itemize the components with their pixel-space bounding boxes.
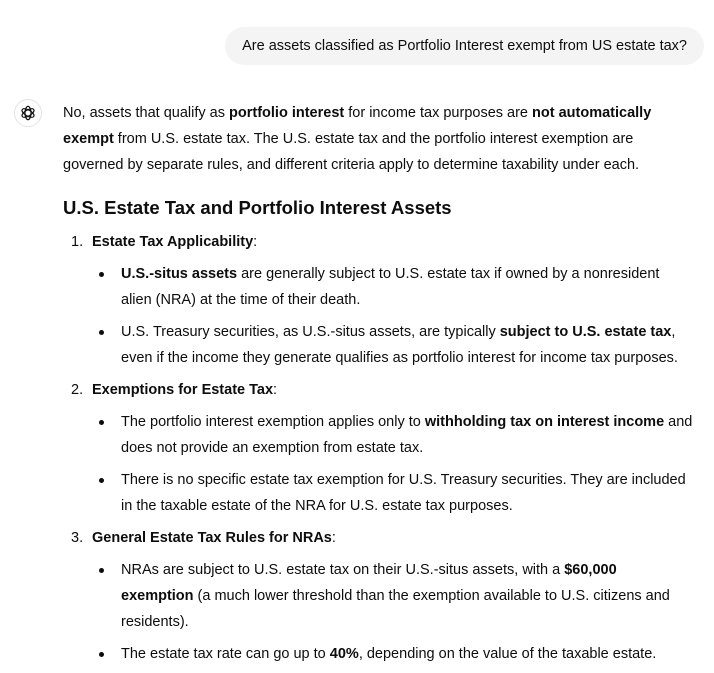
section-item (63, 229, 693, 371)
intro-text-2: for income tax purposes are (344, 105, 533, 121)
section-title (63, 525, 693, 551)
bullet-bold: withholding tax on interest income (424, 414, 665, 430)
bullet-text: and does not provide an exemption from estate tax. (121, 414, 693, 456)
section-colon: : (253, 234, 258, 250)
bullet-text: , even if the income they generate qualifies as portfolio interest for income tax purposes. (121, 324, 678, 366)
section-colon: : (273, 382, 278, 398)
section-title-text: General Estate Tax Rules for NRAs (92, 530, 332, 546)
bullet-list (63, 261, 693, 371)
user-message-text: Are assets classified as Portfolio Interest exempt from US estate tax? (242, 38, 687, 54)
bullet-text: NRAs are subject to U.S. estate tax on their U.S.-situs assets, with a (121, 562, 565, 578)
section-title (63, 229, 693, 255)
intro-bold-2: not automatically exempt (63, 105, 652, 147)
bullet-text: The estate tax rate can go up to (121, 646, 330, 662)
intro-text-1: No, assets that qualify as (63, 105, 230, 121)
section-number: 3. (71, 530, 84, 546)
section-number: 2. (71, 382, 84, 398)
assistant-avatar (14, 99, 42, 127)
bullet-item (63, 557, 693, 635)
assistant-message (63, 100, 693, 673)
bullet-item (63, 261, 693, 313)
section-title-text: Estate Tax Applicability (92, 234, 254, 250)
bullet-text: (a much lower threshold than the exemption available to U.S. citizens and residents). (121, 588, 670, 630)
bullet-text: , depending on the value of the taxable estate. (358, 646, 657, 662)
section-heading: U.S. Estate Tax and Portfolio Interest Assets (63, 197, 452, 218)
bullet-list (63, 409, 693, 519)
openai-logo-icon (19, 104, 37, 122)
bullet-bold: $60,000 exemption (121, 562, 617, 604)
section-item (63, 377, 693, 519)
section-colon: : (331, 530, 336, 546)
bullet-bold: U.S.-situs assets (121, 266, 238, 282)
intro-bold-1: portfolio interest (229, 105, 345, 121)
bullet-text: There is no specific estate tax exemption for U.S. Treasury securities. They are included in the taxable estate of the NRA for U.S. estate tax purposes. (121, 472, 686, 514)
section-title (63, 377, 693, 403)
bullet-bold: subject to U.S. estate tax (499, 324, 672, 340)
section-title-text: Exemptions for Estate Tax (92, 382, 274, 398)
bullet-item (63, 319, 693, 371)
bullet-text: U.S. Treasury securities, as U.S.-situs assets, are typically (121, 324, 500, 340)
section-number: 1. (71, 234, 84, 250)
section-item (63, 525, 693, 667)
bullet-item (63, 641, 693, 667)
bullet-text: are generally subject to U.S. estate tax if owned by a nonresident alien (NRA) at the time of their death. (121, 266, 660, 308)
intro-paragraph (63, 100, 693, 178)
bullet-item (63, 409, 693, 461)
bullet-bold: 40% (329, 646, 359, 662)
sections-list (63, 229, 693, 667)
bullet-text: The portfolio interest exemption applies only to (121, 414, 425, 430)
bullet-item (63, 467, 693, 519)
intro-text-3: from U.S. estate tax. The U.S. estate tax and the portfolio interest exemption are governed by separate rules, and different criteria apply to determine taxability under each. (63, 131, 640, 173)
user-message-bubble (225, 27, 704, 65)
bullet-list (63, 557, 693, 667)
